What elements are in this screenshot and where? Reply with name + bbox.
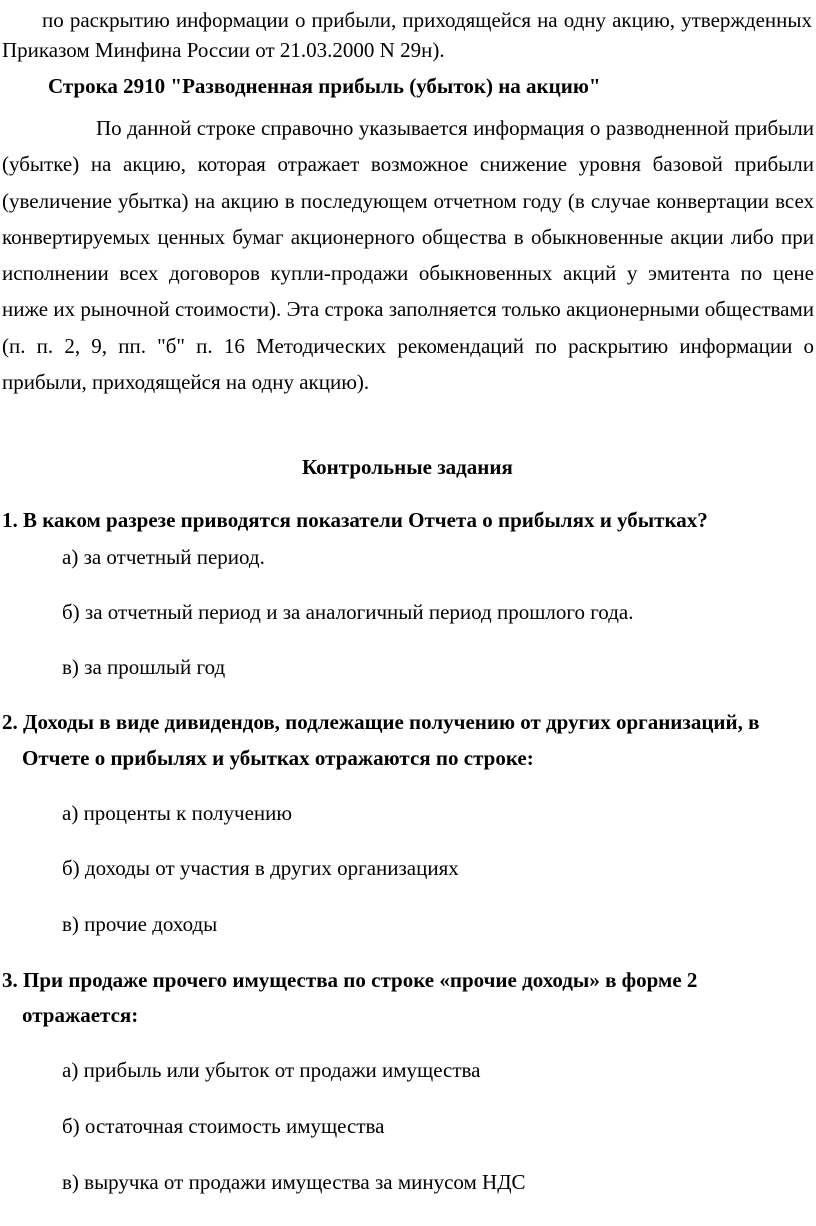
question-2-line-2: Отчете о прибылях и убытках отражаются по строке: — [22, 746, 534, 770]
question-2: 2. Доходы в виде дивидендов, подлежащие получению от других организаций, в — [2, 710, 760, 734]
question-2-option-c: в) прочие доходы — [62, 912, 218, 936]
tasks-title: Контрольные задания — [302, 455, 513, 479]
question-3-option-a: а) прибыль или убыток от продажи имущества — [62, 1058, 481, 1082]
section-paragraph-text: По данной строке справочно указывается информация о разводненной прибыли (убытке) на акцию, которая отражает возможное снижение уровня базовой прибыли (увеличение убытка) на акцию в последующем отчетном году (в случае конвертации всех конвертируемых ценных бумаг акционерного общества в обыкновенные акции либо при исполнении всех договоров купли-продажи обыкновенных акций у эмитента по цене ниже их рыночной стоимости). Эта строка заполняется только акционерными обществами (п. п. 2, 9, пп. "б" п. 16 Методических рекомендаций по раскрытию информации о прибыли, приходящейся на одну акцию). — [2, 116, 814, 395]
question-3: 3. При продаже прочего имущества по строке «прочие доходы» в форме 2 — [2, 968, 698, 992]
question-1-option-b: б) за отчетный период и за аналогичный период прошлого года. — [62, 600, 634, 624]
question-1-option-c: в) за прошлый год — [62, 655, 226, 679]
section-heading: Строка 2910 "Разводненная прибыль (убыток) на акцию" — [48, 74, 601, 98]
question-3-line-2: отражается: — [22, 1003, 139, 1027]
section-paragraph — [2, 110, 814, 400]
question-1: 1. В каком разрезе приводятся показатели Отчета о прибылях и убытках? — [2, 508, 708, 532]
question-3-option-c: в) выручка от продажи имущества за минусом НДС — [62, 1170, 526, 1194]
question-3-option-b: б) остаточная стоимость имущества — [62, 1114, 385, 1138]
intro-line-2: Приказом Минфина России от 21.03.2000 N 29н). — [2, 38, 445, 62]
question-2-option-a: а) проценты к получению — [62, 801, 293, 825]
intro-line-1: по раскрытию информации о прибыли, приходящейся на одну акцию, утвержденных — [42, 8, 812, 32]
question-2-option-b: б) доходы от участия в других организациях — [62, 856, 459, 880]
question-1-option-a: а) за отчетный период. — [62, 545, 265, 569]
